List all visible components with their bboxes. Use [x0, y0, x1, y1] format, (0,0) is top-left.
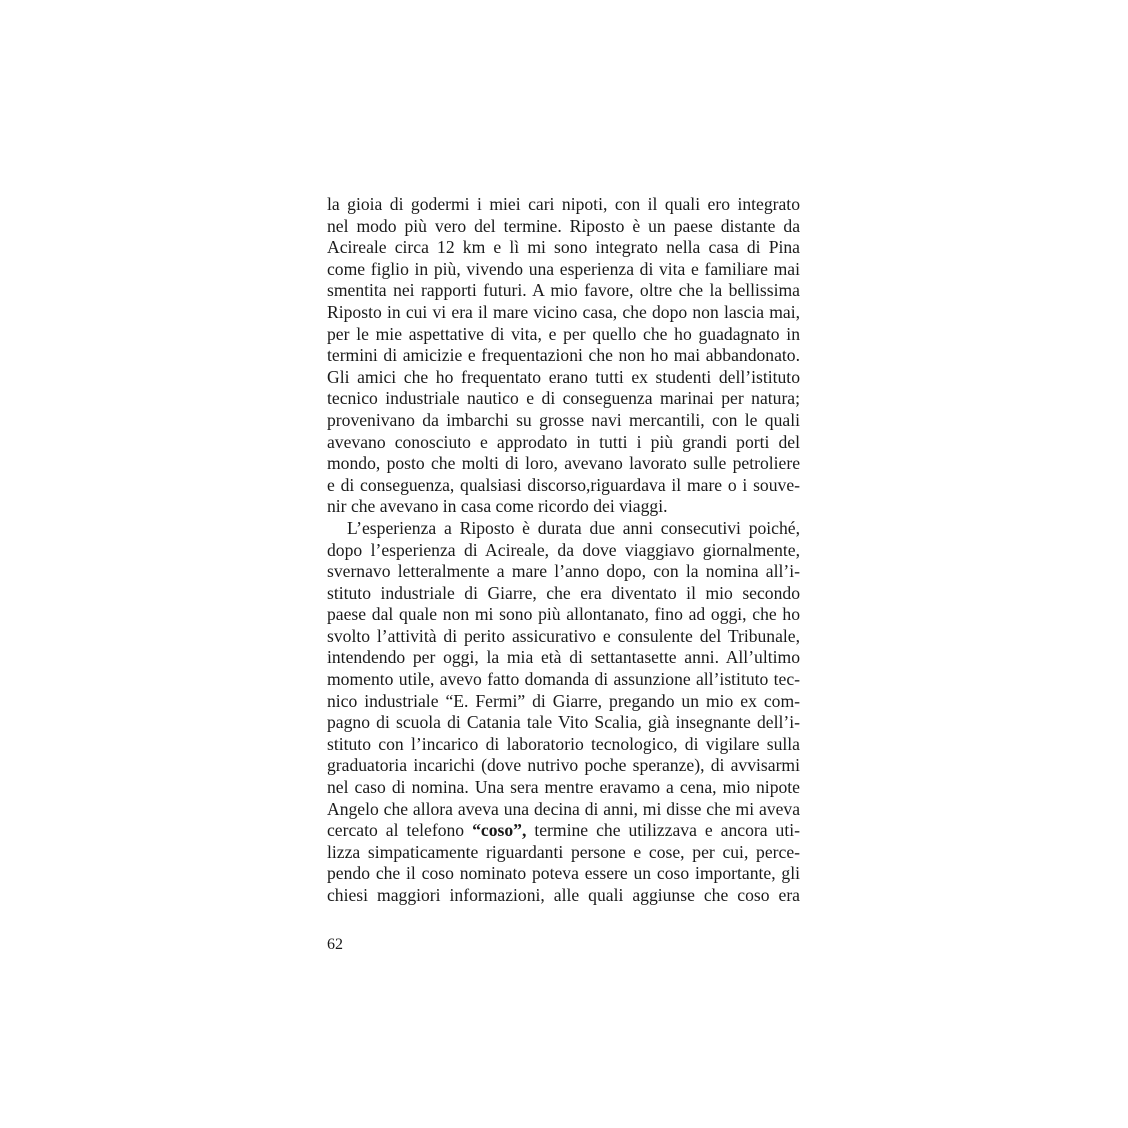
paragraph-start-line: L’esperienza a Riposto è durata due anni consecutivi poiché, [347, 517, 800, 538]
text-line: stituto industriale di Giarre, che era diventato il mio secondo [327, 582, 800, 603]
bold-word: “coso”, [472, 820, 527, 841]
text-line: Acireale circa 12 km e lì mi sono integrato nella casa di Pina [327, 237, 800, 258]
text-line: la gioia di godermi i miei cari nipoti, con il quali ero integrato [327, 194, 800, 214]
text-line: nel modo più vero del termine. Riposto è un paese distante da [327, 215, 800, 236]
text-line: tecnico industriale nautico e di conseguenza marinai per natura; [327, 388, 800, 409]
text-line: svernavo letteralmente a mare l’anno dopo, con la nomina all’i- [327, 561, 800, 582]
text-line: provenivano da imbarchi su grosse navi mercantili, con le quali [327, 409, 800, 430]
text-line: momento utile, avevo fatto domanda di assunzione all’istituto tec- [327, 669, 800, 690]
text-line: smentita nei rapporti futuri. A mio favore, oltre che la bellissima [327, 280, 800, 301]
text-line: avevano conosciuto e approdato in tutti i più grandi porti del [327, 431, 800, 452]
text-line: per le mie aspettative di vita, e per quello che ho guadagnato in [327, 323, 800, 344]
text-line: graduatoria incarichi (dove nutrivo poche speranze), di avvisarmi [327, 755, 800, 776]
text-segment: cercato al telefono [327, 820, 465, 841]
page-number: 62 [327, 936, 343, 953]
body-text [327, 194, 800, 907]
text-line: intendendo per oggi, la mia età di settantasette anni. All’ultimo [327, 647, 800, 668]
text-line: dopo l’esperienza di Acireale, da dove viaggiavo giornalmente, [327, 539, 800, 560]
text-line: nel caso di nomina. Una sera mentre eravamo a cena, mio nipote [327, 777, 800, 798]
text-line: pendo che il coso nominato poteva essere un coso importante, gli [327, 863, 800, 884]
text-line: termini di amicizie e frequentazioni che non ho mai abbandonato. [327, 345, 800, 366]
text-line: paese dal quale non mi sono più allontanato, fino ad oggi, che ho [327, 604, 800, 625]
paragraph-end-line: nir che avevano in casa come ricordo dei viaggi. [327, 496, 668, 517]
text-line: Gli amici che ho frequentato erano tutti ex studenti dell’istituto [327, 366, 800, 387]
text-line: stituto con l’incarico di laboratorio tecnologico, di vigilare sulla [327, 733, 800, 754]
text-line: Riposto in cui vi era il mare vicino casa, che dopo non lascia mai, [327, 301, 800, 322]
text-segment: termine che utilizzava e ancora uti- [534, 820, 800, 841]
text-line: svolto l’attività di perito assicurativo e consulente del Tribunale, [327, 625, 800, 646]
text-line: Angelo che allora aveva una decina di anni, mi disse che mi aveva [327, 798, 800, 819]
text-line: mondo, posto che molti di loro, avevano lavorato sulle petroliere [327, 453, 800, 474]
text-line-with-bold [327, 820, 800, 842]
text-line: come figlio in più, vivendo una esperienza di vita e familiare mai [327, 258, 800, 279]
text-line: chiesi maggiori informazioni, alle quali aggiunse che coso era [327, 885, 800, 905]
text-line: e di conseguenza, qualsiasi discorso,riguardava il mare o i souve- [327, 474, 800, 495]
text-line: pagno di scuola di Catania tale Vito Scalia, già insegnante dell’i- [327, 712, 800, 733]
text-line: nico industriale “E. Fermi” di Giarre, pregando un mio ex com- [327, 690, 800, 711]
text-line: lizza simpaticamente riguardanti persone e cose, per cui, perce- [327, 841, 800, 862]
